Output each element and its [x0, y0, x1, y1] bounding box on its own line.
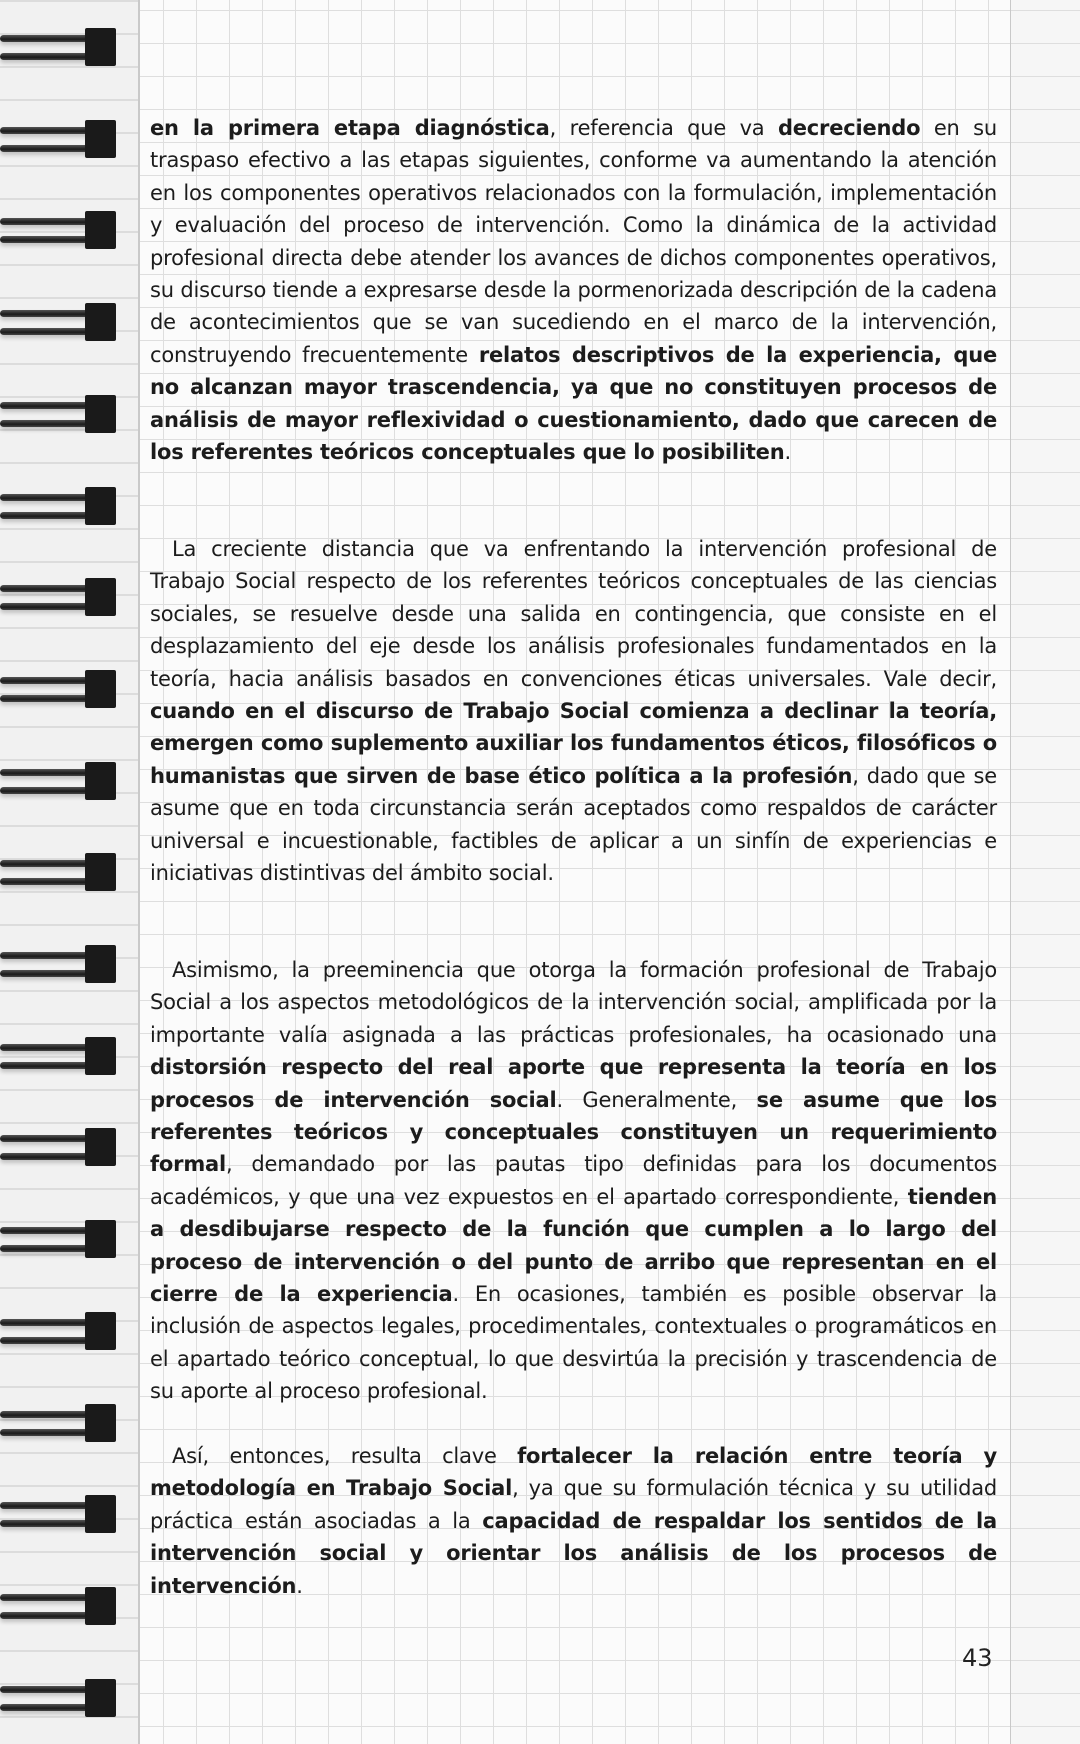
right-margin	[1011, 0, 1080, 1744]
text-segment: en su traspaso efectivo a las etapas siguientes, conforme va aumentando la atención en los componentes operativos relacionados con la formulación, implementación y evaluación del proceso de intervención. Como la dinámica de la actividad profesional directa debe atender los avances de dichos componentes operativos, su discurso tiende a expresarse desde la pormenorizada descripción de la cadena de acontecimientos que se van sucediendo en el marco de la intervención, construyendo frecuentemente	[150, 116, 997, 367]
spiral-ring-icon	[0, 945, 117, 983]
spiral-ring-icon	[0, 762, 117, 800]
spiral-ring-icon	[0, 120, 117, 158]
spiral-ring-icon	[0, 487, 117, 525]
bold-text-segment: fortalecer la relación entre teoría y metodología en Trabajo Social	[150, 1444, 997, 1501]
bold-text-segment: cuando en el discurso de Trabajo Social comienza a declinar la teoría, emergen como suplemento auxiliar los fundamentos éticos, filosóficos o humanistas que sirven de base ético política a la profesión	[150, 699, 997, 788]
text-segment: . Generalmente,	[556, 1087, 757, 1112]
spiral-ring-icon	[0, 853, 117, 891]
paragraph-3	[150, 954, 997, 1408]
bold-text-segment: tienden a desdibujarse respecto de la función que cumplen a lo largo del proceso de intervención o del punto de arribo que representan en el cierre de la experiencia	[150, 1184, 997, 1307]
text-segment: .	[784, 440, 791, 465]
spiral-ring-icon	[0, 1495, 117, 1533]
bold-text-segment: distorsión respecto del real aporte que representa la teoría en los procesos de intervención social	[150, 1055, 997, 1112]
bold-text-segment: capacidad de respaldar los sentidos de la intervención social y orientar los análisis de los procesos de intervención	[150, 1508, 997, 1598]
bold-text-segment: en la primera etapa diagnóstica	[150, 116, 550, 140]
text-segment: , referencia que va	[549, 116, 778, 140]
spiral-ring-icon	[0, 211, 117, 249]
spiral-ring-icon	[0, 303, 117, 341]
paragraph-4	[150, 1440, 997, 1602]
spiral-ring-icon	[0, 1587, 117, 1625]
spiral-ring-icon	[0, 1037, 117, 1075]
spiral-ring-icon	[0, 578, 117, 616]
spiral-ring-icon	[0, 1404, 117, 1442]
page-number: 43	[962, 1644, 993, 1672]
spiral-ring-icon	[0, 1128, 117, 1166]
text-segment: Asimismo, la preeminencia que otorga la formación profesional de Trabajo Social a los aspectos metodológicos de la intervención social, amplificada por la importante valía asignada a las prácticas profesionales, ha ocasionado una	[150, 958, 997, 1047]
spiral-ring-icon	[0, 395, 117, 433]
bold-text-segment: decreciendo	[777, 116, 921, 140]
spiral-ring-icon	[0, 1679, 117, 1717]
spiral-ring-icon	[0, 1220, 117, 1258]
spiral-ring-icon	[0, 1312, 117, 1350]
bold-text-segment: se asume que los referentes teóricos y conceptuales constituyen un requerimiento formal	[150, 1087, 998, 1177]
text-segment: , ya que su formulación técnica y su utilidad práctica están asociadas a la	[150, 1476, 998, 1533]
text-segment: La creciente distancia que va enfrentando la intervención profesional de Trabajo Social respecto de los referentes teóricos conceptuales de las ciencias sociales, se resuelve desde una salida en contingencia, que consiste en el desplazamiento del eje desde los análisis profesionales fundamentados en la teoría, hacia análisis basados en convenciones éticas universales. Vale decir,	[150, 537, 997, 691]
text-segment: Así, entonces, resulta clave	[172, 1444, 518, 1468]
bold-text-segment: relatos descriptivos de la experiencia, que no alcanzan mayor trascendencia, ya que no constituyen procesos de análisis de mayor reflexividad o cuestionamiento, dado que carecen de los referentes teóricos conceptuales que lo posibiliten	[150, 342, 997, 465]
spiral-ring-icon	[0, 670, 117, 708]
text-segment: , dado que se asume que en toda circunstancia serán aceptados como respaldos de carácter universal e incuestionable, factibles de aplicar a un sinfín de experiencias e iniciativas distintivas del ámbito social.	[150, 763, 997, 886]
paragraph-2	[150, 533, 997, 889]
text-segment: .	[296, 1573, 303, 1598]
text-segment: . En ocasiones, también es posible observar la inclusión de aspectos legales, procedimentales, contextuales o programáticos en el apartado teórico conceptual, lo que desvirtúa la precisión y trascendencia de su aporte al proceso profesional.	[150, 1282, 998, 1404]
paragraph-1	[150, 112, 997, 468]
text-segment: , demandado por las pautas tipo definidas para los documentos académicos, y que una vez expuestos en el apartado correspondiente,	[150, 1152, 997, 1209]
spiral-ring-icon	[0, 28, 117, 66]
